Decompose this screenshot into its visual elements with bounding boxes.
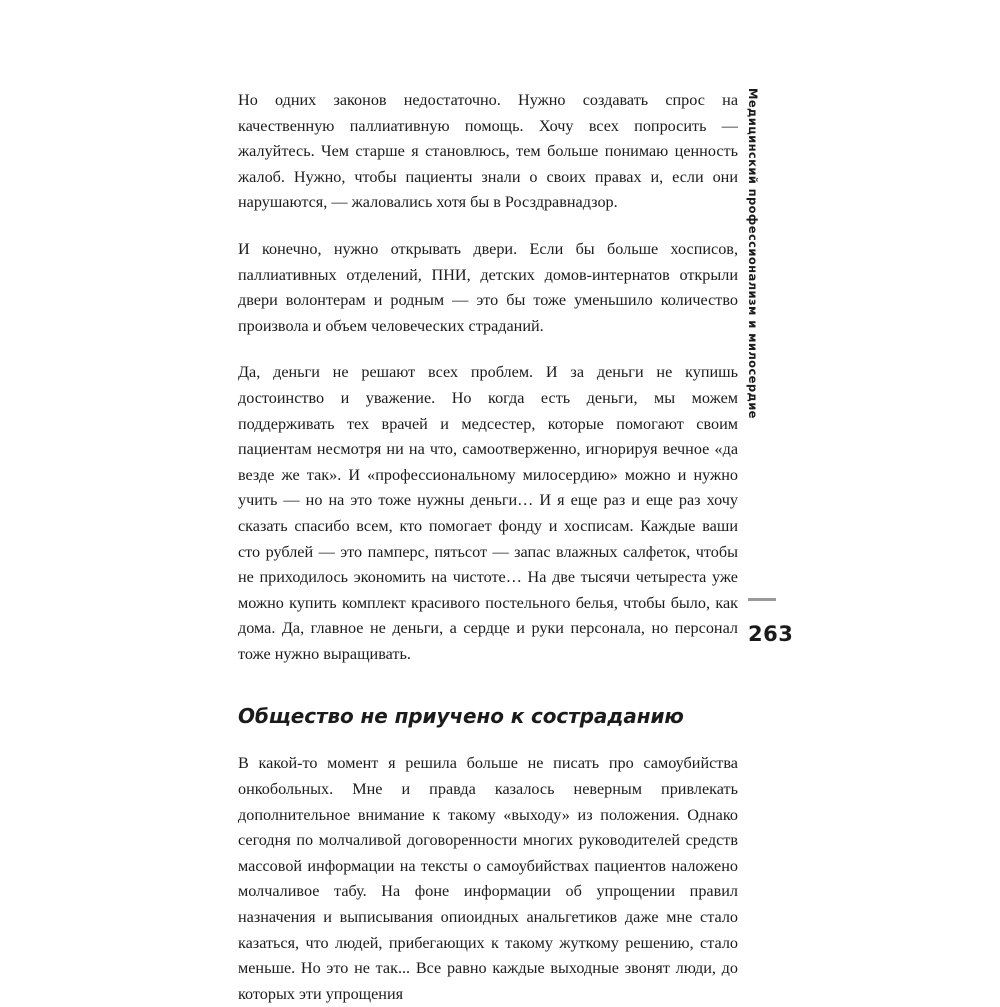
paragraph: Да, деньги не решают всех проблем. И за деньги не купишь достоинство и уважение. Но когда есть деньги, мы можем поддерживать тех врачей и медсестер, которые помогают своим пациентам несмотря ни на что, самоотверженно, игнорируя вечное «да везде же так». И «профессиональному милосердию» можно и нужно учить — но на это тоже нужны деньги… И я еще раз и еще раз хочу сказать спасибо всем, кто помогает фонду и хосписам. Каждые ваши сто рублей — это памперс, пятьсот — запас влажных салфеток, чтобы не приходилось экономить на чистоте… На две тысячи четыреста уже можно купить комплект красивого постельного белья, чтобы было, как дома. Да, главное не деньги, а сердце и руки персонала, но персонал тоже нужно выращивать. xyxy=(238,363,738,663)
section-heading: Общество не приучено к состраданию xyxy=(238,704,684,729)
paragraph: И конечно, нужно открывать двери. Если бы больше хосписов, паллиативных отделений, ПНИ, детских домов-интернатов открыли двери волонтерам и родным — это бы тоже уменьшило количество произвола и объем человеческих страданий. xyxy=(238,239,738,335)
page-number: 263 xyxy=(748,622,794,646)
running-head: Медицинский профессионализм и милосердие xyxy=(746,88,760,419)
running-head-container xyxy=(745,88,771,558)
text-column xyxy=(238,88,738,1007)
page-number-rule xyxy=(748,598,776,601)
paragraph: Но одних законов недостаточно. Нужно создавать спрос на качественную паллиативную помощь. Хочу всех попросить — жалуйтесь. Чем старше я становлюсь, тем больше понимаю ценность жалоб. Нужно, чтобы пациенты знали о своих правах и, если они нарушаются, — жаловались хотя бы в Росздравнадзор. xyxy=(238,91,738,212)
paragraph: В какой-то момент я решила больше не писать про самоубийства онкобольных. Мне и правда казалось неверным привлекать дополнительное внимание к такому «выходу» из положения. Однако сегодня по молчаливой договоренности многих руководителей средств массовой информации на тексты о самоубийствах пациентов наложено молчаливое табу. На фоне информации об упрощении правил назначения и выписывания опиоидных анальгетиков даже мне стало казаться, что людей, прибегающих к такому жуткому решению, стало меньше. Но это не так... Все равно каждые выходные звонят люди, до которых эти упрощения xyxy=(238,754,738,1003)
